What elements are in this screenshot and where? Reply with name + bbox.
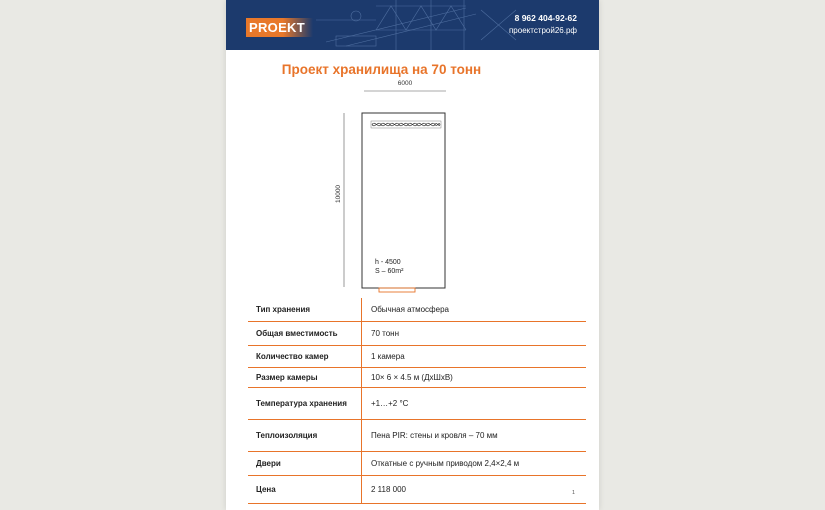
spec-value: Пена PIR: стены и кровля – 70 мм [362, 419, 587, 451]
cooling-unit [371, 121, 441, 128]
page-title: Проект хранилища на 70 тонн [281, 62, 482, 77]
table-row [248, 387, 586, 419]
area-note: S – 60m² [375, 268, 404, 275]
spec-key: Теплоизоляция [248, 419, 362, 451]
table-row [248, 367, 586, 387]
floor-plan-drawing [226, 0, 599, 300]
document-page [226, 0, 599, 510]
phone-number[interactable]: 8 962 404-92-62 [514, 13, 577, 23]
table-row [248, 321, 586, 345]
website-link[interactable]: проектстрой26.рф [508, 26, 577, 35]
page-number: 1 [571, 490, 575, 496]
height-note: h - 4500 [375, 259, 401, 266]
length-dimension-label: 10000 [335, 184, 342, 204]
spec-value: +1…+2 °С [362, 387, 587, 419]
door-marker [379, 288, 415, 292]
spec-value: 1 камера [362, 345, 587, 367]
spec-value: 2 118 000 [362, 475, 587, 503]
company-logo: PROEKT [246, 18, 313, 37]
table-row [248, 475, 586, 503]
table-row [248, 451, 586, 475]
specs-table [248, 298, 586, 504]
spec-key: Общая вместимость [248, 321, 362, 345]
spec-key: Количество камер [248, 345, 362, 367]
spec-value: 10× 6 × 4.5 м (ДхШхВ) [362, 367, 587, 387]
spec-key: Размер камеры [248, 367, 362, 387]
spec-key: Цена [248, 475, 362, 503]
spec-value: 70 тонн [362, 321, 587, 345]
table-row [248, 298, 586, 321]
spec-key: Тип хранения [248, 298, 362, 321]
spec-key: Двери [248, 451, 362, 475]
width-dimension-label: 6000 [397, 80, 413, 87]
spec-key: Температура хранения [248, 387, 362, 419]
spec-value: Обычная атмосфера [362, 298, 587, 321]
spec-value: Откатные с ручным приводом 2,4×2,4 м [362, 451, 587, 475]
table-row [248, 419, 586, 451]
table-row [248, 345, 586, 367]
